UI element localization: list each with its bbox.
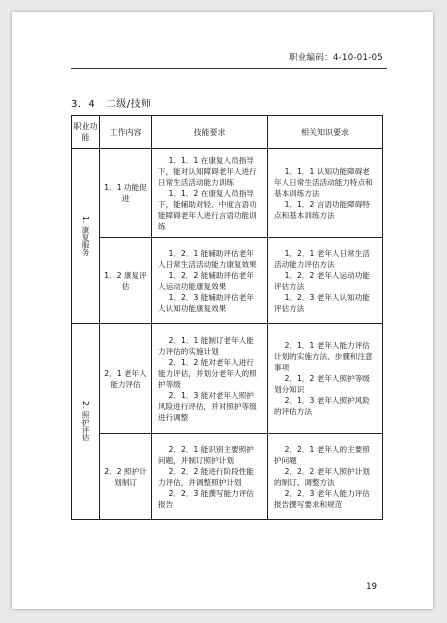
table-row [72, 238, 383, 324]
skill-item: 2．1．3 能对老年人照护风险进行评估，并对照护等级进行调整 [158, 390, 257, 422]
knowledge-item: 1．1．2 言语功能障碍特点和基本训练方法 [274, 199, 370, 220]
skill-item: 2．1．2 能对老年人进行能力评估，并划分老年人的照护等级 [158, 357, 257, 389]
knowledge-item: 1．1．1 认知功能障碍老年人日常生活活动能力特点和基本训练方法 [274, 166, 373, 198]
skill-item: 1．2．3 能辅助评估老年人认知功能康复效果 [158, 292, 254, 313]
table-row [72, 434, 383, 520]
skill-requirements-cell [152, 434, 268, 520]
function-cell [72, 149, 100, 324]
knowledge-requirements-cell [268, 324, 383, 434]
knowledge-item: 1．2．1 老年人日常生活活动能力评估方法 [274, 248, 370, 269]
page-number: 19 [366, 582, 377, 592]
table-header-row [72, 116, 383, 149]
header-rule [71, 68, 387, 69]
header-work: 工作内容 [100, 116, 152, 149]
skill-item: 1．1．1 在康复人员指导下，能对认知障碍老年人进行日常生活活动能力训练 [158, 155, 257, 187]
occupation-code: 职业编码：4-10-01-05 [288, 53, 383, 63]
function-label: 2. 照护评估 [81, 401, 90, 442]
skill-item: 2．2．1 能识别主要照护问题，并制订照护计划 [158, 444, 254, 465]
section-title: 3．4 二级/技师 [71, 99, 152, 110]
knowledge-item: 2．1．1 老年人能力评估计划的实施方法、步骤和注意事项 [274, 341, 373, 372]
skill-item: 2．1．1 能制订老年人能力评估的实施计划 [158, 335, 254, 356]
skill-requirements-cell [152, 238, 268, 324]
table-row [72, 149, 383, 238]
knowledge-requirements-cell [268, 434, 383, 520]
skill-requirements-cell [152, 149, 268, 238]
work-content-cell: 2．2 照护计划制订 [100, 434, 152, 520]
table-row [72, 324, 383, 434]
knowledge-requirements-cell [268, 149, 383, 238]
header-skill: 技能要求 [152, 116, 268, 149]
function-label: 1. 康复服务 [81, 215, 90, 257]
knowledge-item: 2．2．3 老年人能力评估报告撰写要求和规范 [274, 488, 370, 509]
skill-item: 1．2．2 能辅助评估老年人运动功能康复效果 [158, 270, 254, 291]
skill-requirements-cell [152, 324, 268, 434]
knowledge-item: 2．2．1 老年人的主要照护问题 [274, 444, 370, 465]
skill-item: 2．2．2 能进行阶段性能力评估，并调整照护计划 [158, 466, 254, 487]
skill-item: 2．2．3 能撰写能力评估报告 [158, 488, 254, 509]
skill-requirements-table [71, 115, 383, 520]
header-knowledge: 相关知识要求 [268, 116, 383, 149]
function-cell [72, 324, 100, 520]
work-content-cell: 1．2 康复评估 [100, 238, 152, 324]
skill-item: 1．2．1 能辅助评估老年人日常生活活动能力康复效果 [158, 248, 257, 269]
knowledge-item: 1．2．3 老年人认知功能评估方法 [274, 292, 370, 313]
knowledge-requirements-cell [268, 238, 383, 324]
knowledge-item: 2．1．2 老年人照护等级划分知识 [274, 374, 370, 394]
table-body [72, 149, 383, 520]
knowledge-item: 2．2．2 老年人照护计划的制订、调整方法 [274, 466, 370, 487]
work-content-cell: 1．1 功能促进 [100, 149, 152, 238]
knowledge-item: 1．2．2 老年人运动功能评估方法 [274, 270, 370, 291]
work-content-cell: 2．1 老年人能力评估 [100, 324, 152, 434]
header-function: 职业功能 [72, 116, 100, 149]
document-page [12, 12, 433, 609]
knowledge-item: 2．1．3 老年人照护风险的评估方法 [274, 396, 370, 416]
skill-item: 1．1．2 在康复人员指导下，能辅助对轻、中度言语功能障碍老年人进行言语功能训练 [158, 188, 257, 231]
